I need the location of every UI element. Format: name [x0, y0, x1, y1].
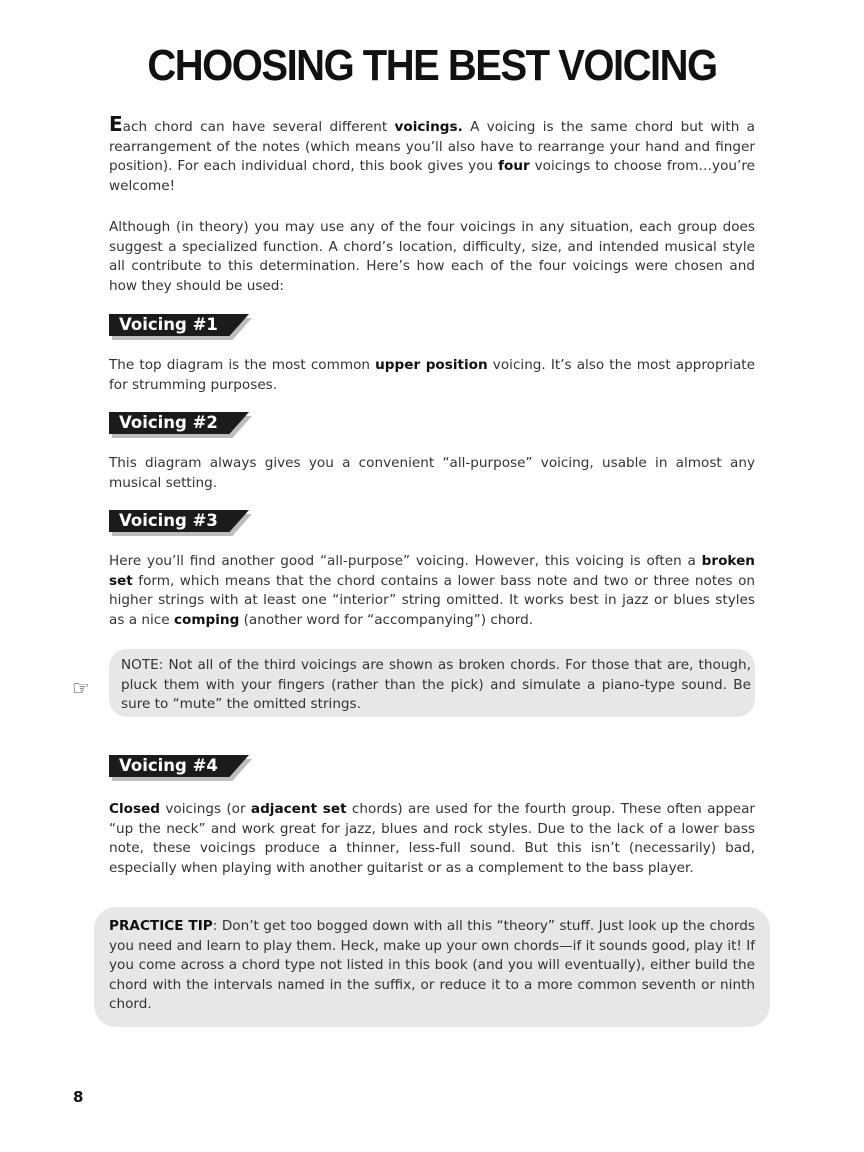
note-text: NOTE: Not all of the third voicings are shown as broken chords. For those that are, though, pluck them with your fingers (rather than the pick) and simulate a piano-type sound. Be sure to “mute” the omitted strings.: [121, 657, 751, 712]
practice-tip-box: [94, 907, 770, 1027]
intro-text-c: A voicing is the same chord but with a rearrangement of the notes (which means you’ll also have to rearrange your hand and finger position). For each individual chord, this book gives you: [109, 119, 755, 174]
voicing-1-heading: [109, 314, 254, 340]
practice-tip-body: : Don’t get too bogged down with all this “theory” stuff. Just look up the chords you need and learn to play them. Heck, make up your own chords—if it sounds good, play it! If you come across a chord type not listed in this book (and you will eventually), either build the chord with the intervals named in the suffix, or reduce it to a more common seventh or ninth chord.: [109, 918, 755, 1012]
voicing-2-heading: [109, 412, 254, 438]
intro-bold-four: four: [498, 158, 530, 174]
voicing-1-label: Voicing #1: [119, 315, 218, 334]
voicing-1-text-c: voicing. It’s also the most appropriate for strumming purposes.: [109, 357, 755, 393]
intro-text-e: voicings to choose from…you’re welcome!: [109, 158, 756, 194]
intro-paragraph-2: Although (in theory) you may use any of the four voicings in any situation, each group does suggest a specialized function. A chord’s location, difficulty, size, and intended musical style all contribute to this determination. Here’s how each of the four voicings were chosen and how they should be used:: [109, 219, 755, 294]
intro-bold-voicings: voicings.: [394, 119, 463, 135]
pointing-hand-icon: ☞: [72, 676, 90, 700]
voicing-4-text-b: voicings (or: [160, 801, 251, 817]
drop-cap: E: [109, 112, 123, 136]
voicing-4-text: [109, 800, 755, 878]
voicing-2-text: This diagram always gives you a convenient “all-purpose” voicing, usable in almost any musical setting.: [109, 455, 755, 491]
note-box: [109, 649, 755, 717]
voicing-4-heading: [109, 755, 254, 781]
voicing-3-label: Voicing #3: [119, 511, 218, 530]
voicing-1-bold: upper position: [375, 357, 488, 373]
voicing-3-bold-broken-set: broken set: [109, 553, 755, 589]
voicing-4-bold-closed: Closed: [109, 801, 161, 817]
voicing-3-text-e: (another word for “accompanying”) chord.: [239, 611, 534, 628]
voicing-3-bold-comping: comping: [173, 611, 240, 628]
voicing-4-bold-adjacent-set: adjacent set: [250, 801, 347, 817]
voicing-1-text-a: The top diagram is the most common: [109, 357, 376, 373]
voicing-3-text: [109, 552, 755, 630]
voicing-3-text-a: Here you’ll find another good “all-purpose” voicing. However, this voicing is often a: [109, 553, 702, 569]
voicing-4-text-d: chords) are used for the fourth group. These often appear “up the neck” and work great for jazz, blues and rock styles. Due to the lack of a lower bass note, these voicings produce a thinner, less-full sound. But this isn’t (necessarily) bad, especially when playing with another guitarist or as a complement to the bass player.: [109, 801, 756, 876]
page-title: CHOOSING THE BEST VOICING: [147, 42, 717, 90]
voicing-1-text: [109, 356, 755, 395]
voicing-3-text-c: form, which means that the chord contains a lower bass note and two or three notes on higher strings with at least one “interior” string omitted. It works best in jazz or blues styles as a nice: [109, 572, 755, 628]
voicing-4-label: Voicing #4: [119, 756, 218, 775]
intro-paragraph-1: [109, 112, 756, 196]
intro-text-a: ach chord can have several different: [122, 119, 395, 135]
page-number: 8: [73, 1088, 84, 1106]
practice-tip-label: PRACTICE TIP: [109, 918, 213, 934]
practice-tip-text: [109, 917, 755, 1015]
voicing-3-heading: [109, 510, 254, 536]
voicing-2-label: Voicing #2: [119, 413, 218, 432]
